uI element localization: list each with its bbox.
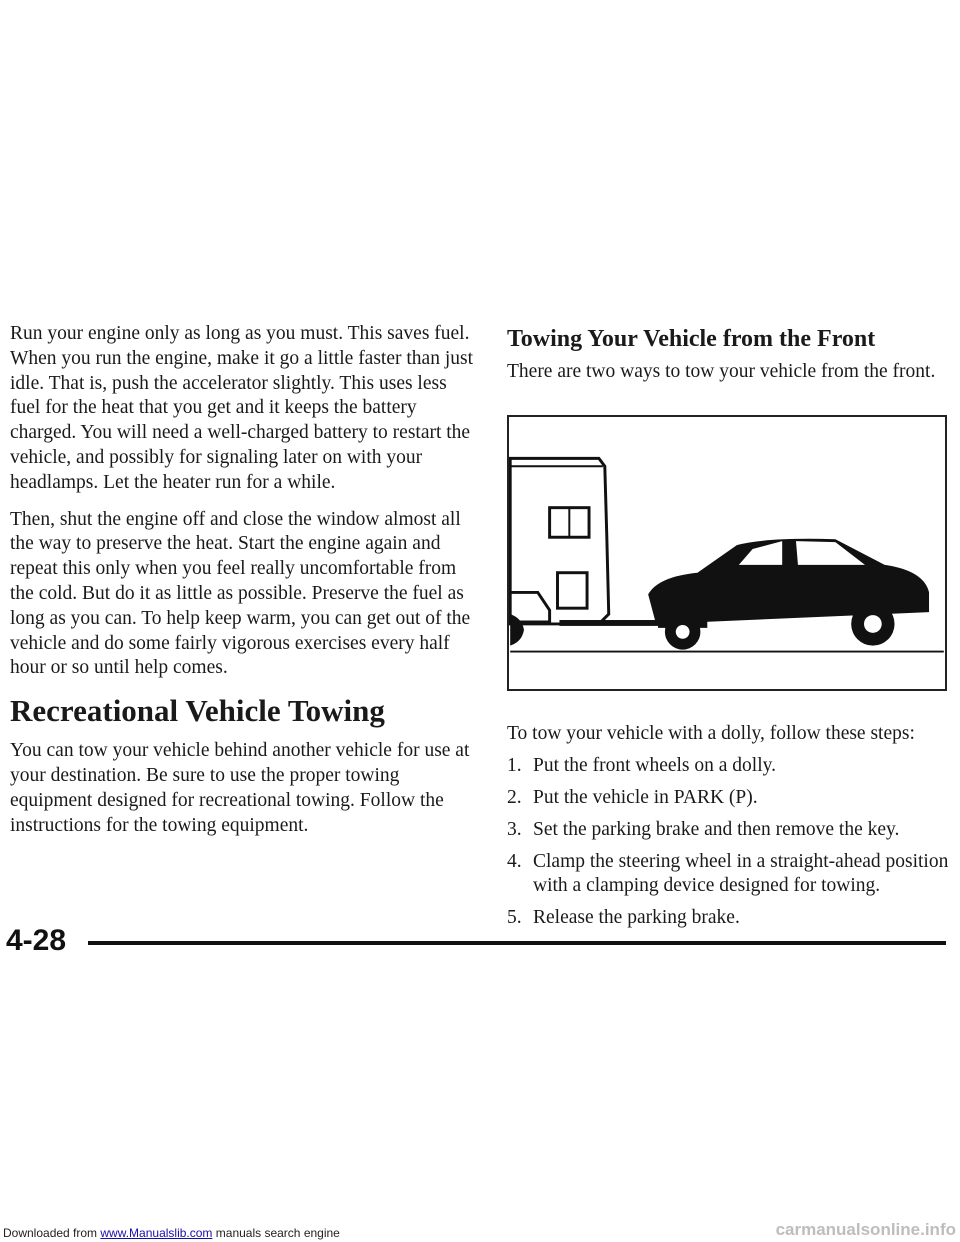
step-text: Clamp the steering wheel in a straight-ahead position with a clamping device designed for towing. [533,851,949,896]
list-item [507,818,957,842]
step-number: 5. [507,907,522,928]
paragraph-rv-towing: You can tow your vehicle behind another vehicle for use at your destination. Be sure to use the proper towing equipment designed for recreational towing. Follow the instructions for the towing equipment. [10,740,470,836]
download-prefix: Downloaded from [3,1226,101,1240]
paragraph-shut-engine: Then, shut the engine off and close the window almost all the way to preserve the heat. Start the engine again and repeat this only when you feel really uncomfortable from the cold. But do it as little as possible. Preserve the fuel as long as you can. To help keep warm, you can get out of the vehicle and do some fairly vigorous exercises every half hour or so until help comes. [10,508,471,679]
list-item [507,786,957,810]
step-text: Put the front wheels on a dolly. [533,755,776,776]
step-text: Set the parking brake and then remove the key. [533,819,900,840]
heading-recreational-vehicle-towing: Recreational Vehicle Towing [10,693,385,729]
dolly-steps-list [507,754,957,938]
step-number: 4. [507,851,522,872]
step-number: 2. [507,787,522,808]
list-item [507,906,957,930]
footer-divider [88,941,946,945]
towing-illustration [507,415,947,691]
step-text: Release the parking brake. [533,907,740,928]
heading-towing-from-front: Towing Your Vehicle from the Front [507,326,876,352]
paragraph-two-ways: There are two ways to tow your vehicle from the front. [507,361,936,382]
step-text: Put the vehicle in PARK (P). [533,787,758,808]
download-suffix: manuals search engine [212,1226,340,1240]
step-number: 1. [507,755,522,776]
steps-intro: To tow your vehicle with a dolly, follow these steps: [507,723,915,744]
page-number: 4-28 [6,924,67,957]
rv-towing-car-on-dolly-icon [509,417,945,689]
paragraph-run-engine: Run your engine only as long as you must. This saves fuel. When you run the engine, make it go a little faster than just idle. That is, push the accelerator slightly. This uses less fuel for the heat that you get and it keeps the battery charged. You will need a well-charged battery to restart the vehicle, and possibly for signaling later on with your headlamps. Let the heater run for a while. [10,323,473,493]
manualslib-link[interactable]: www.Manualslib.com [100,1226,213,1240]
list-item [507,754,957,778]
list-item [507,850,957,898]
right-column [507,322,957,397]
left-column [10,322,480,850]
step-number: 3. [507,819,522,840]
watermark: carmanualsonline.info [775,1220,956,1239]
